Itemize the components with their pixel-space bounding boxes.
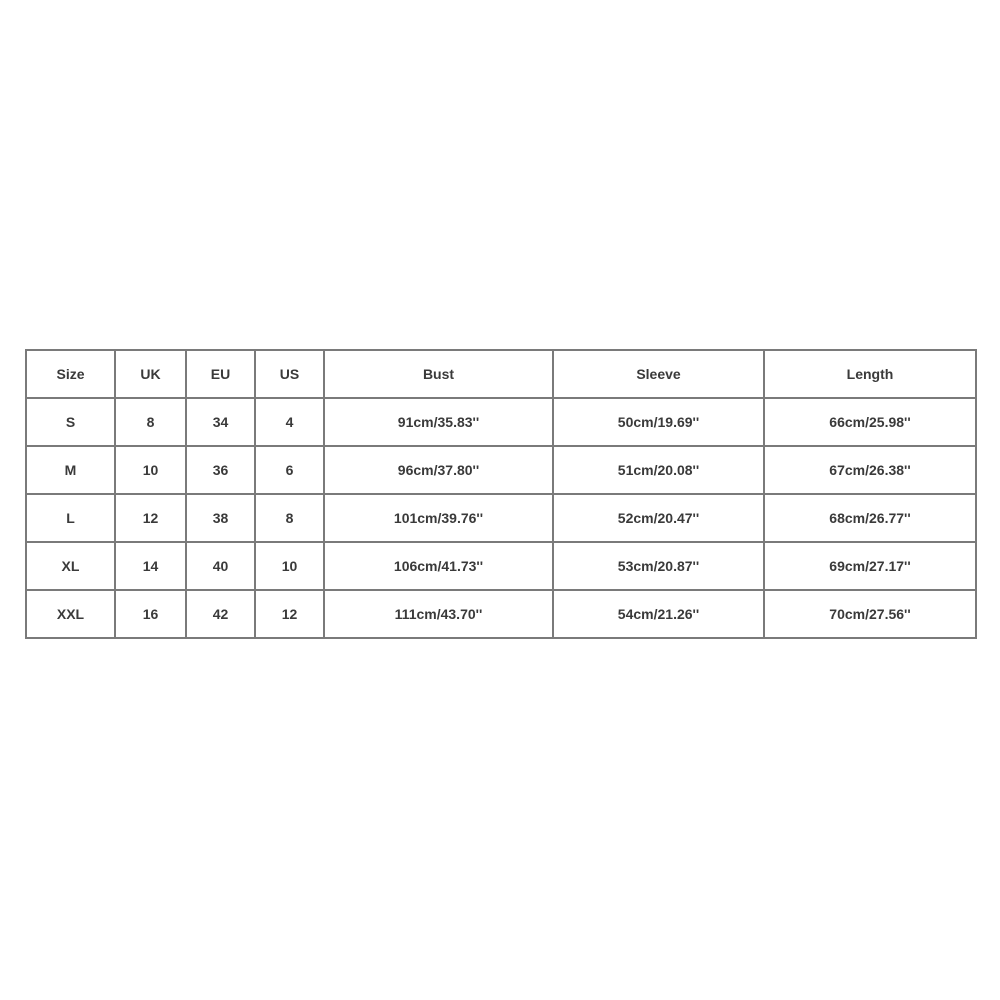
header-length: Length — [764, 350, 976, 398]
header-uk: UK — [115, 350, 186, 398]
cell-us: 10 — [255, 542, 324, 590]
table-row — [26, 398, 976, 446]
cell-eu: 38 — [186, 494, 255, 542]
header-sleeve: Sleeve — [553, 350, 764, 398]
cell-bust: 91cm/35.83'' — [324, 398, 553, 446]
cell-eu: 34 — [186, 398, 255, 446]
cell-length: 66cm/25.98'' — [764, 398, 976, 446]
cell-eu: 42 — [186, 590, 255, 638]
table-body — [26, 398, 976, 638]
cell-sleeve: 51cm/20.08'' — [553, 446, 764, 494]
cell-uk: 12 — [115, 494, 186, 542]
cell-size: S — [26, 398, 115, 446]
cell-us: 4 — [255, 398, 324, 446]
cell-bust: 111cm/43.70'' — [324, 590, 553, 638]
header-row — [26, 350, 976, 398]
cell-sleeve: 50cm/19.69'' — [553, 398, 764, 446]
cell-bust: 101cm/39.76'' — [324, 494, 553, 542]
table-header — [26, 350, 976, 398]
cell-uk: 16 — [115, 590, 186, 638]
table-row — [26, 542, 976, 590]
cell-sleeve: 53cm/20.87'' — [553, 542, 764, 590]
cell-uk: 14 — [115, 542, 186, 590]
cell-length: 67cm/26.38'' — [764, 446, 976, 494]
cell-size: XXL — [26, 590, 115, 638]
cell-length: 69cm/27.17'' — [764, 542, 976, 590]
cell-sleeve: 54cm/21.26'' — [553, 590, 764, 638]
header-us: US — [255, 350, 324, 398]
cell-size: M — [26, 446, 115, 494]
cell-uk: 10 — [115, 446, 186, 494]
header-bust: Bust — [324, 350, 553, 398]
cell-length: 70cm/27.56'' — [764, 590, 976, 638]
cell-size: XL — [26, 542, 115, 590]
cell-uk: 8 — [115, 398, 186, 446]
cell-length: 68cm/26.77'' — [764, 494, 976, 542]
header-size: Size — [26, 350, 115, 398]
cell-us: 12 — [255, 590, 324, 638]
cell-bust: 96cm/37.80'' — [324, 446, 553, 494]
cell-us: 6 — [255, 446, 324, 494]
table-row — [26, 446, 976, 494]
table-row — [26, 590, 976, 638]
header-eu: EU — [186, 350, 255, 398]
cell-eu: 40 — [186, 542, 255, 590]
cell-eu: 36 — [186, 446, 255, 494]
cell-bust: 106cm/41.73'' — [324, 542, 553, 590]
cell-us: 8 — [255, 494, 324, 542]
cell-size: L — [26, 494, 115, 542]
table-row — [26, 494, 976, 542]
size-chart-table — [25, 349, 977, 639]
cell-sleeve: 52cm/20.47'' — [553, 494, 764, 542]
